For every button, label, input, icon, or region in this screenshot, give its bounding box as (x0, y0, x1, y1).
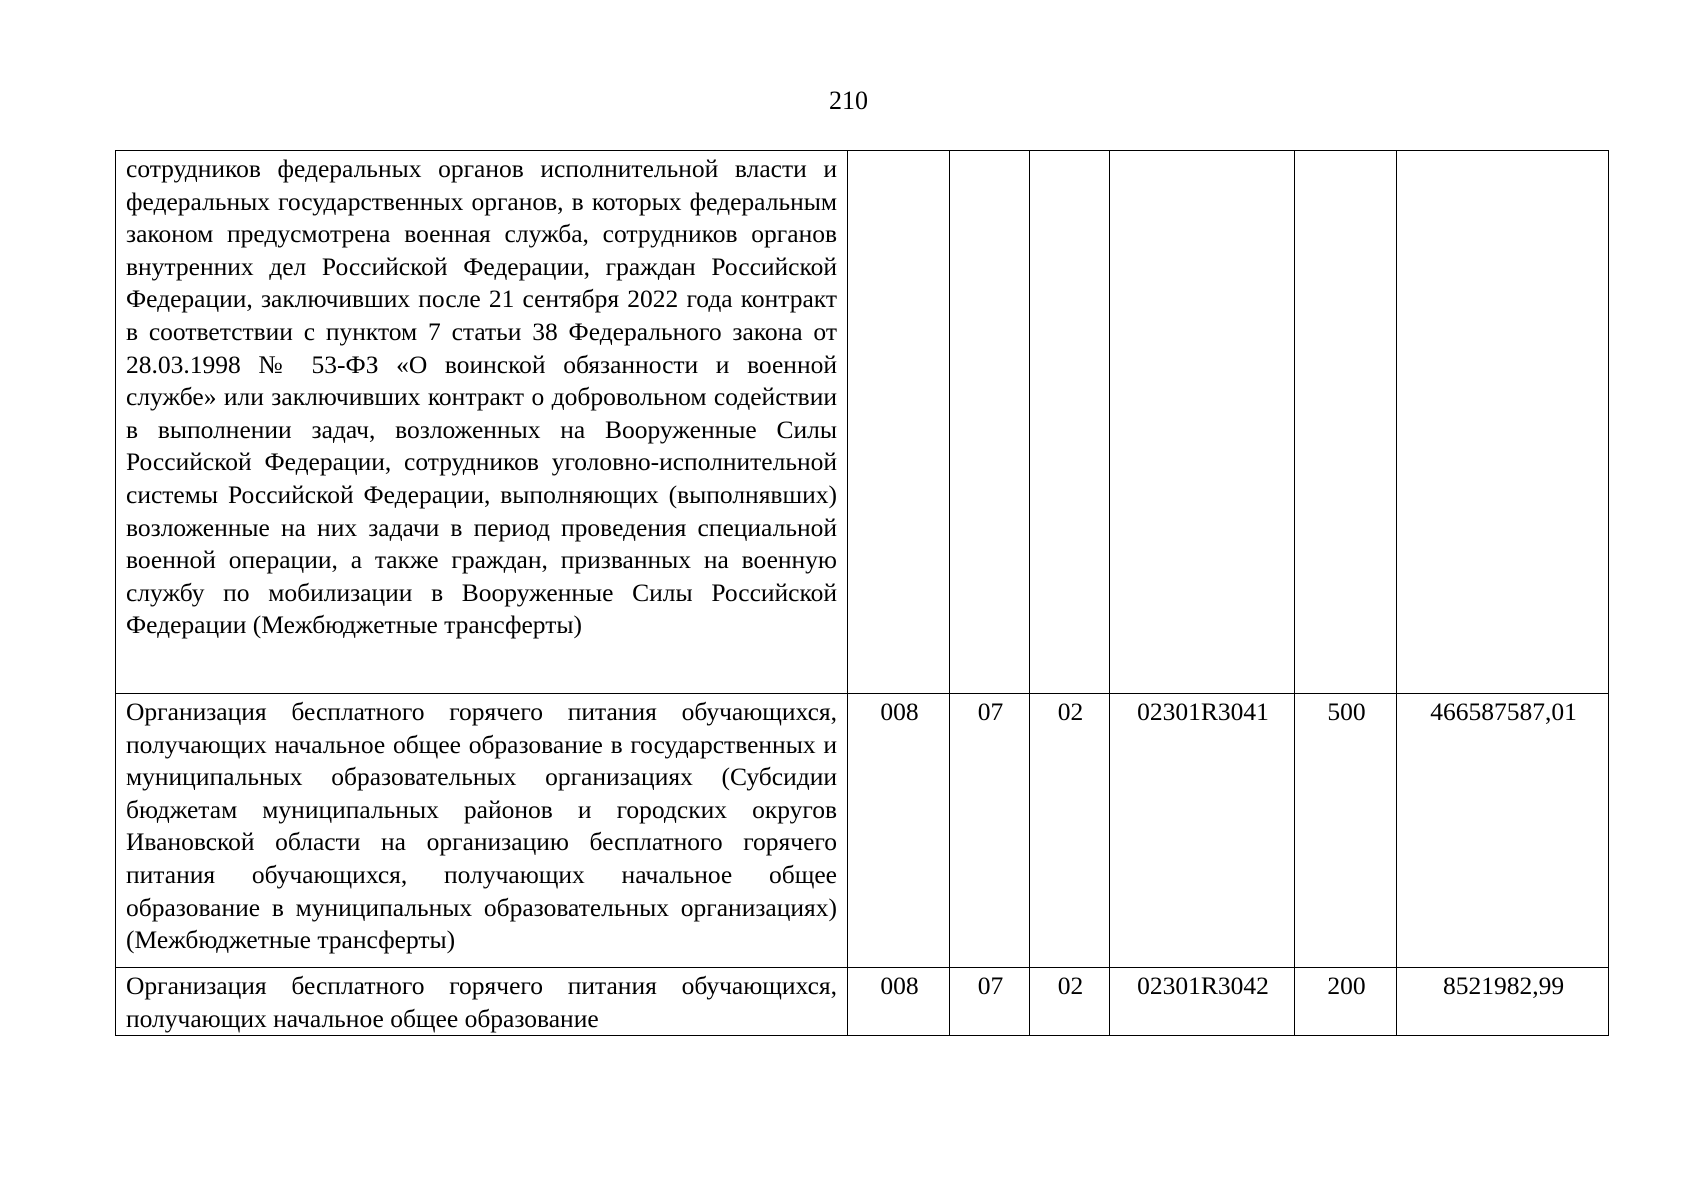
row-description: Организация бесплатного горячего питания обучающихся, получающих начальное общее образование в государственных и муниципальных образовательных организациях (Субсидии бюджетам муниципальных районов и городских округов Ивановской области на организацию бесплатного горячего питания обучающихся, получающих начальное общее образование в муниципальных образовательных организациях) (Межбюджетные трансферты) (116, 694, 848, 968)
row-subsection-code: 02 (1030, 968, 1110, 1036)
row-description: Организация бесплатного горячего питания обучающихся, получающих начальное общее образование (116, 968, 848, 1036)
row-expense-type-code: 500 (1295, 694, 1397, 968)
budget-table (115, 150, 1609, 1036)
row-amount (1397, 151, 1609, 694)
row-article-code (1110, 151, 1295, 694)
table-row (116, 151, 1609, 694)
row-article-code: 02301R3041 (1110, 694, 1295, 968)
row-org-code: 008 (848, 694, 950, 968)
table-row (116, 968, 1609, 1036)
row-description: сотрудников федеральных органов исполнительной власти и федеральных государственных органов, в которых федеральным законом предусмотрена военная служба, сотрудников органов внутренних дел Российской Федерации, граждан Российской Федерации, заключивших после 21 сентября 2022 года контракт в соответствии с пунктом 7 статьи 38 Федерального закона от 28.03.1998 № 53-ФЗ «О воинской обязанности и военной службе» или заключивших контракт о добровольном содействии в выполнении задач, возложенных на Вооруженные Силы Российской Федерации, сотрудников уголовно-исполнительной системы Российской Федерации, выполняющих (выполнявших) возложенные на них задачи в период проведения специальной военной операции, а также граждан, призванных на военную службу по мобилизации в Вооруженные Силы Российской Федерации (Межбюджетные трансферты) (116, 151, 848, 694)
page-number: 210 (829, 86, 868, 115)
row-subsection-code: 02 (1030, 694, 1110, 968)
table-row (116, 694, 1609, 968)
row-section-code (950, 151, 1030, 694)
row-expense-type-code (1295, 151, 1397, 694)
row-org-code: 008 (848, 968, 950, 1036)
row-article-code: 02301R3042 (1110, 968, 1295, 1036)
row-expense-type-code: 200 (1295, 968, 1397, 1036)
row-subsection-code (1030, 151, 1110, 694)
row-amount: 466587587,01 (1397, 694, 1609, 968)
row-section-code: 07 (950, 968, 1030, 1036)
row-amount: 8521982,99 (1397, 968, 1609, 1036)
row-section-code: 07 (950, 694, 1030, 968)
row-org-code (848, 151, 950, 694)
